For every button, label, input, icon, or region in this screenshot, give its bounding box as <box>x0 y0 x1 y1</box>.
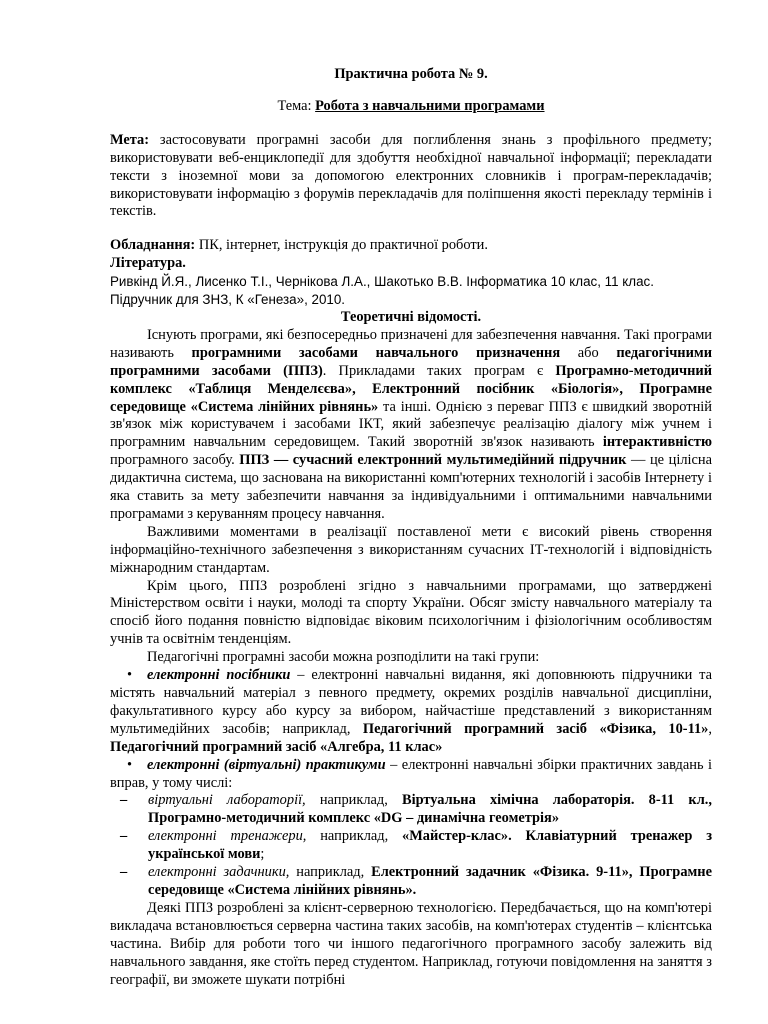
dash-item-bold: «Майстер-клас». Клавіатурний тренажер з української мови <box>148 828 712 863</box>
dash-item-bold: Електронний задачник «Фізика. 9-11», Програмне середовище «Система лінійних рівнянь». <box>148 864 712 898</box>
p1-text-5: програмного засобу. <box>110 452 240 469</box>
bullet1-bold-2: Педагогічний програмний засіб «Алгебра, 11 клас» <box>110 738 443 755</box>
bullet-item-manuals <box>110 667 712 757</box>
literature-heading: Література. <box>110 255 186 272</box>
theory-heading-text: Теоретичні відомості. <box>340 308 482 325</box>
bullet2-term: електронні (віртуальні) практикуми <box>147 756 386 773</box>
bullet1-text-2: , <box>708 720 712 737</box>
paragraph-ministry: Крім цього, ППЗ розроблені згідно з навчальними програмами, що затверджені Міністерством освіти і науки, молоді та спорту України. Обсяг змісту навчального матеріалу та спосіб його подання повністю відповідає віковим психологічним і фізіологічним особливостям учнів та освітнім тенденціям. <box>110 577 712 648</box>
p1-bold-3: Програмно-методичний комплекс «Таблиця Менделєєва», Електронний посібник «Біологія», Програмне середовище «Система лінійних рівнянь» <box>110 362 712 415</box>
equipment-paragraph <box>110 237 712 255</box>
bullet-icon: • <box>127 667 133 684</box>
bullet-icon: • <box>127 756 133 773</box>
dash-icon: – <box>120 828 128 845</box>
theory-heading <box>110 309 712 327</box>
dash-item-tail: ; <box>260 846 265 863</box>
literature-label: Література <box>110 255 183 272</box>
bullet1-term: електронні посібники <box>147 667 291 684</box>
p1-text-1: Існують програми, які безпосередньо призначені для забезпечення навчання. Такі програми називають <box>110 326 712 361</box>
goal-paragraph <box>110 132 712 222</box>
dash-item-term: електронні задачники, <box>148 864 290 881</box>
equipment-label: Обладнання: <box>110 237 196 254</box>
literature-text: Ривкінд Й.Я., Лисенко Т.І., Чернікова Л.А., Шакотько В.В. Інформатика 10 клас, 11 клас. Підручник для ЗНЗ, К «Генеза», 2010. <box>110 274 654 308</box>
list-item-trainers <box>110 828 712 864</box>
bullet1-text-1: – електронні навчальні видання, які доповнюють підручники та містять навчальний матеріал з певного предмету, окремих розділів навчальної дисципліни, факультативного курсу або курсу за вибором, найчастіше представлений з використанням мультимедійних засобів; наприклад, <box>110 667 712 737</box>
dash-item-text: наприклад, <box>289 864 372 881</box>
dash-item-bold: Віртуальна хімічна лабораторія. 8-11 кл., Програмно-методичний комплекс «DG – динамічна геометрія» <box>148 792 712 827</box>
bullet1-bold-1: Педагогічний програмний засіб «Фізика, 10-11» <box>362 720 709 737</box>
paragraph-client-server: Деякі ППЗ розроблені за клієнт-серверною технологією. Передбачається, що на комп'ютері викладача встановлюється серверна частина таких засобів, на комп'ютерах студентів – клієнтська частина. Вибір для роботи того чи іншого педагогічного програмного засобу залежить від навчального завдання, яке стоїть перед студентом. Наприклад, готуючи повідомлення на заняття з географії, ви зможете шукати потрібні <box>110 899 712 988</box>
paragraph-groups: Педагогічні програмні засоби можна розподілити на такі групи: <box>147 649 540 666</box>
goal-label: Мета: <box>110 131 150 148</box>
topic-text: Робота з навчальними програмами <box>315 97 545 114</box>
topic-line <box>110 98 712 116</box>
bullet-item-practicums <box>110 757 712 793</box>
list-item-problem-books <box>110 864 712 900</box>
dash-icon: – <box>120 864 128 881</box>
dash-item-term: електронні тренажери, <box>148 828 307 845</box>
p1-text-6: — це цілісна дидактична система, що заснована на використанні комп'ютерних технологій і засобів Інтернету і яка ставить за мету забезпечити навчання за індивідуальними і оптимальними навчальними програмами з керуванням процесу навчання. <box>110 452 712 522</box>
list-item-virtual-labs <box>110 792 712 828</box>
paragraph-intro <box>110 327 712 524</box>
paragraph-important: Важливими моментами в реалізації поставленої мети є високий рівень створення інформаційно-технічного забезпечення з використанням сучасних ІТ-технологій і відповідність міжнародним стандартам. <box>110 523 712 576</box>
p1-text-2: або <box>560 344 617 361</box>
p1-bold-5: ППЗ — сучасний електронний мультимедійний підручник <box>239 452 627 469</box>
topic-label: Тема: <box>277 97 312 114</box>
p1-bold-2: педагогічними програмними засобами (ППЗ) <box>110 344 712 379</box>
p1-bold-4: інтерактивністю <box>602 434 712 451</box>
p1-text-4: та інші. Однією з переваг ППЗ є швидкий зворотній зв'язок між користувачем і засобами ІКТ, який забезпечує реалізацію діалогу між учнем і програмним навчальним середовищем. Такий зворотній зв'язок називають <box>110 398 712 451</box>
equipment-text: ПК, інтернет, інструкція до практичної роботи. <box>198 237 488 254</box>
bullet2-text-1: – електронні навчальні збірки практичних завдань і вправ, у тому числі: <box>110 756 712 791</box>
document-page <box>110 66 712 989</box>
p1-text-3: . Прикладами таких програм є <box>322 362 556 379</box>
p1-bold-1: програмними засобами навчального призначення <box>191 344 561 361</box>
dash-item-text: наприклад, <box>305 792 402 809</box>
dash-icon: – <box>120 792 128 809</box>
goal-text: застосовувати програмні засоби для поглиблення знань з профільного предмету; використовувати веб-енциклопедії для здобуття необхідної навчальної інформації; перекладати тексти з іноземної мови за допомогою електронних словників і програм-перекладачів; використовувати інформацію з форумів перекладачів для поліпшення якості перекладу термінів і текстів. <box>110 131 712 220</box>
dash-item-text: наприклад, <box>306 828 403 845</box>
dash-item-term: віртуальні лабораторії, <box>148 792 306 809</box>
page-title: Практична робота № 9. <box>334 66 488 82</box>
